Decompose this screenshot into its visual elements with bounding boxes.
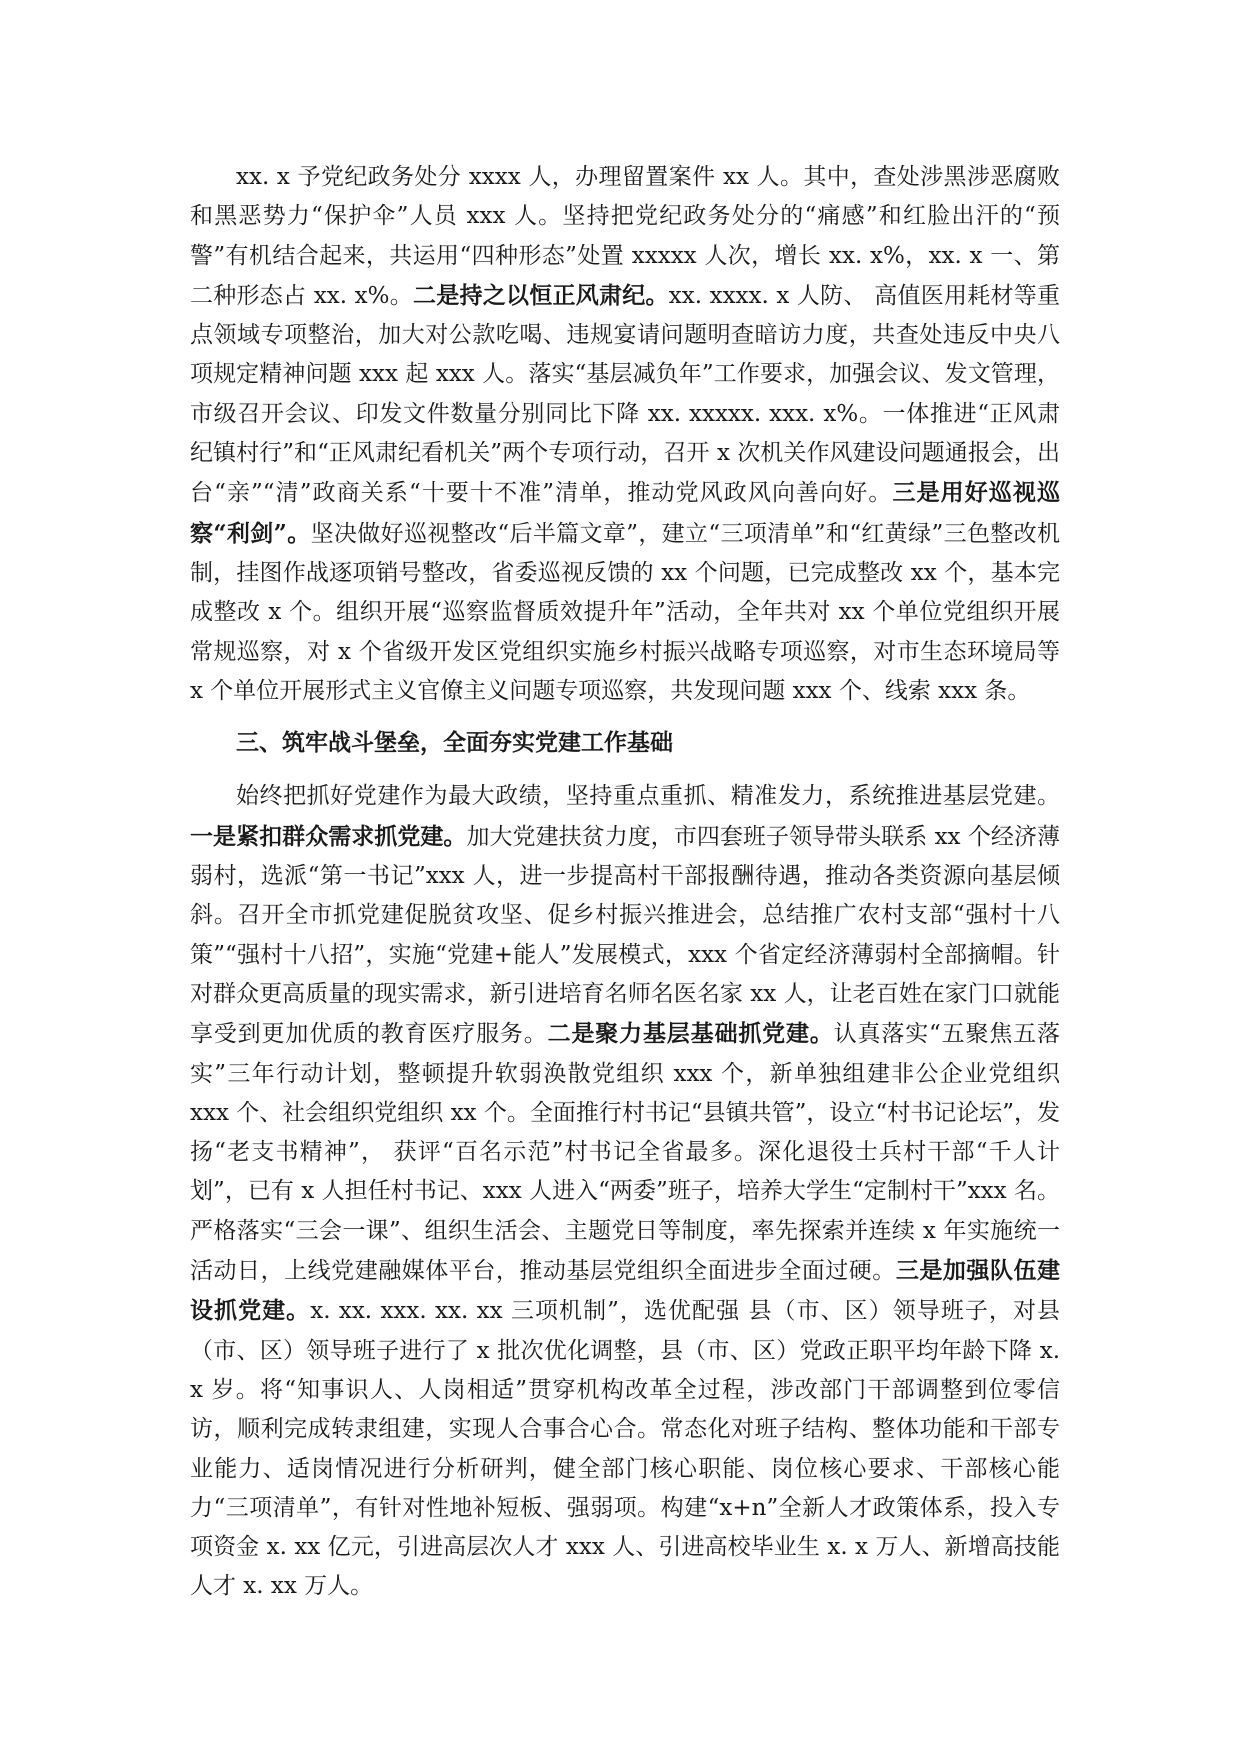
paragraph-text: 始终把抓好党建作为最大政绩，坚持重点重抓、精准发力，系统推进基层党建。 <box>236 783 1060 810</box>
paragraph-text: xx. x 予党纪政务处分 xxxx 人，办理留置案件 xx 人。其中，查处涉黑涉恶腐败和黑恶势力“保护伞”人员 xxx 人。坚持把党纪政务处分的“痛感”和红脸出汗的“预警”有机结合起来，共运用“四种形态”处置 xxxxx 人次，增长 xx. x%，xx. x 一、第二种形态占 xx. x%。 <box>190 164 1060 309</box>
paragraph-text: x. xx. xxx. xx. xx 三项机制”，选优配强 县（市、区）领导班子，对县（市、区）领导班子进行了 x 批次优化调整，县（市、区）党政正职平均年龄下降 x. x 岁。将“知事识人、人岗相适”贯穿机构改革全过程，涉改部门干部调整到位零信访，顺利完成转隶组建，实现人合事合心合。常态化对班子结构、整体功能和干部专业能力、适岗情况进行分析研判，健全部门核心职能、岗位核心要求、干部核心能力“三项清单”，有针对性地补短板、强弱项。构建“x+n”全新人才政策体系，投入专项资金 x. xx 亿元，引进高层次人才 xxx 人、引进高校毕业生 x. x 万人、新增高技能人才 x. xx 万人。 <box>190 1298 1060 1600</box>
section-heading: 三、筑牢战斗堡垒，全面夯实党建工作基础 <box>236 729 673 757</box>
bold-lead-in: 一是紧扣群众需求抓党建。 <box>190 822 467 850</box>
bold-lead-in: 三是加强队伍建设抓党建。 <box>190 1257 1061 1325</box>
paragraph-text: 认真落实“五聚焦五落实”三年行动计划，整顿提升软弱涣散党组织 xxx 个，新单独组建非公企业党组织 xxx 个、社会组织党组织 xx 个。全面推行村书记“县镇共管”，设立“村书记论坛”，发扬“老支书精神”， 获评“百名示范”村书记全省最多。深化退役士兵村干部“千人计划”，已有 x 人担任村书记、xxx 人进入“两委”班子，培养大学生“定制村干”xxx 名。严格落实“三会一课”、组织生活会、主题党日等制度，率先探索并连续 x 年实施统一活动日，上线党建融媒体平台，推动基层党组织全面进步全面过硬。 <box>190 1021 1061 1285</box>
bold-lead-in: 二是持之以恒正风肃纪。 <box>412 281 669 309</box>
paragraph-text: xx. xxxx. x 人防、 高值医用耗材等重点领域专项整治，加大对公款吃喝、违规宴请问题明查暗访力度，共查处违反中央八项规定精神问题 xxx 起 xxx 人。落实“基层减负年”工作要求，加强会议、发文管理，市级召开会议、印发文件数量分别同比下降 xx. xxxxx. xxx. x%。一体推进“正风肃纪镇村行”和“正风肃纪看机关”两个专项行动，召开 x 次机关作风建设问题通报会，出台“亲”“清”政商关系“十要十不准”清单，推动党风政风向善向好。 <box>190 282 1060 507</box>
paragraph-text: 坚决做好巡视整改“后半篇文章”，建立“三项清单”和“红黄绿”三色整改机制，挂图作战逐项销号整改，省委巡视反馈的 xx 个问题，已完成整改 xx 个，基本完成整改 x 个。组织开展“巡察监督质效提升年”活动，全年共对 xx 个单位党组织开展常规巡察，对 x 个省级开发区党组织实施乡村振兴战略专项巡察，对市生态环境局等 x 个单位开展形式主义官僚主义问题专项巡察，共发现问题 xxx 个、线索 xxx 条。 <box>190 520 1060 704</box>
bold-lead-in: 三是用好巡视巡察“利剑”。 <box>190 479 1060 547</box>
paragraph-party-building <box>190 777 1060 1606</box>
paragraph-discipline <box>190 158 1060 711</box>
paragraph-text: 加大党建扶贫力度，市四套班子领导带头联系 xx 个经济薄弱村，选派“第一书记”xxx 人，进一步提高村干部报酬待遇，推动各类资源向基层倾斜。召开全市抓党建促脱贫攻坚、促乡村振兴推进会，总结推广农村支部“强村十八策”“强村十八招”，实施“党建+能人”发展模式，xxx 个省定经济薄弱村全部摘帽。针对群众更高质量的现实需求，新引进培育名师名医名家 xx 人，让老百姓在家门口就能享受到更加优质的教育医疗服务。 <box>190 823 1060 1048</box>
bold-lead-in: 二是聚力基层基础抓党建。 <box>547 1020 834 1048</box>
document-page <box>190 158 1060 1607</box>
